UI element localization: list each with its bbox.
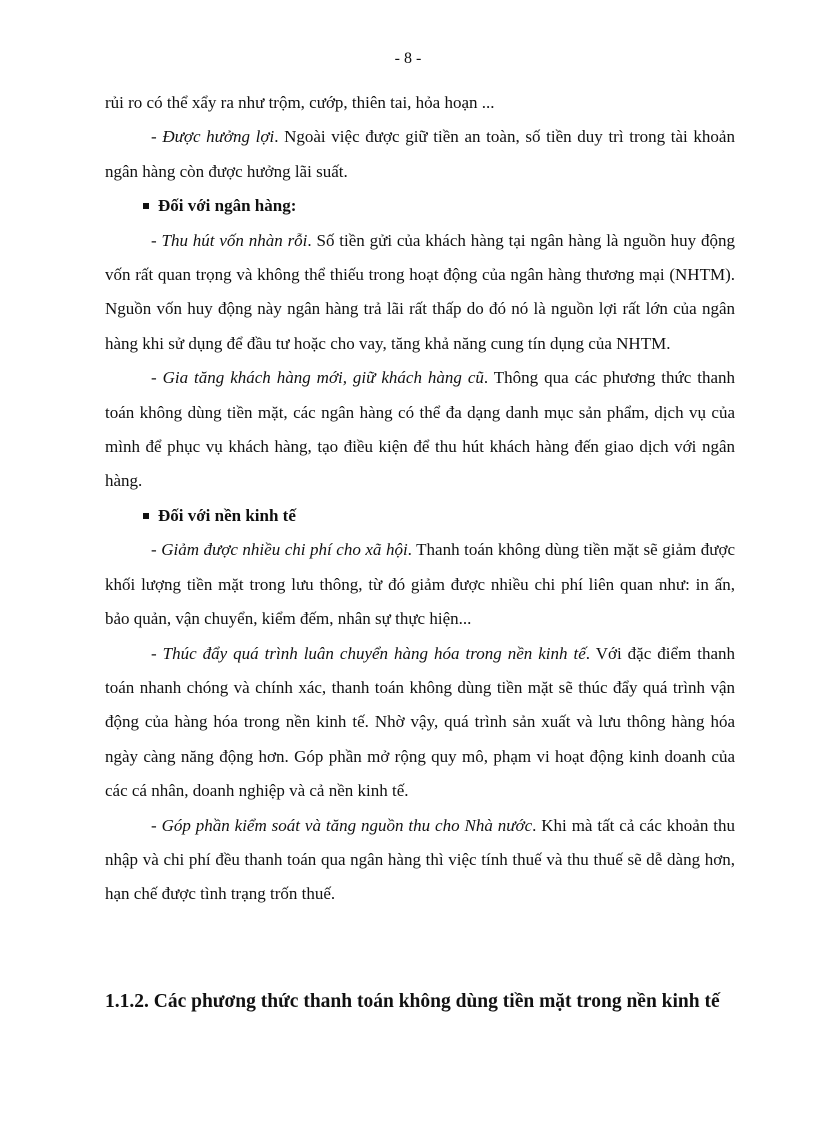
heading-for-banks xyxy=(105,189,735,223)
paragraph-body: . Thông qua các phương thức thanh toán không dùng tiền mặt, các ngân hàng có thể đa dạng danh mục sản phẩm, dịch vụ của mình để phục vụ khách hàng, tạo điều kiện để thu hút khách hàng đến giao dịch với ngân hàng. xyxy=(105,368,735,491)
paragraph-body: . Khi mà tất cả các khoản thu nhập và chi phí đều thanh toán qua ngân hàng thì việc tính thuế và thu thuế sẽ dễ dàng hơn, hạn chế được tình trạng trốn thuế. xyxy=(105,815,735,904)
paragraph-body: . Thanh toán không dùng tiền mặt sẽ giảm được khối lượng tiền mặt trong lưu thông, từ đó giảm được nhiều chi phí liên quan như: in ấn, bảo quản, vận chuyển, kiểm đếm, nhân sự thực hiện... xyxy=(105,540,735,629)
paragraph-state-revenue xyxy=(105,809,735,912)
square-bullet-icon xyxy=(143,203,149,209)
paragraph-lead: - Thu hút vốn nhàn rỗi xyxy=(151,230,308,250)
paragraph-risk: rủi ro có thể xẩy ra như trộm, cướp, thiên tai, hỏa hoạn ... xyxy=(105,93,495,112)
paragraph-lead: - Gia tăng khách hàng mới, giữ khách hàng cũ xyxy=(151,368,484,388)
paragraph-lead: - Giảm được nhiều chi phí cho xã hội xyxy=(151,540,408,560)
paragraph-customers xyxy=(105,361,735,499)
paragraph-idle-capital xyxy=(105,224,735,362)
paragraph-lead: - Được hưởng lợi xyxy=(151,127,275,147)
page-number: - 8 - xyxy=(394,50,422,67)
paragraph-body: . Với đặc điểm thanh toán nhanh chóng và chính xác, thanh toán không dùng tiền mặt sẽ thúc đẩy quá trình vận động của hàng hóa trong nền kinh tế. Nhờ vậy, quá trình sản xuất và lưu thông hàng hóa ngày càng năng động hơn. Góp phần mở rộng quy mô, phạm vi hoạt động kinh doanh của các cá nhân, doanh nghiệp và cả nền kinh tế. xyxy=(105,643,735,801)
paragraph-body: . Số tiền gửi của khách hàng tại ngân hàng là nguồn huy động vốn rất quan trọng và không thể thiếu trong hoạt động của ngân hàng thương mại (NHTM). Nguồn vốn huy động này ngân hàng trả lãi rất thấp do đó nó là nguồn lợi rất lớn của ngân hàng khi sử dụng để đầu tư hoặc cho vay, tăng khả năng cung tín dụng của NHTM. xyxy=(105,230,735,353)
paragraph-reduce-costs xyxy=(105,533,735,636)
heading-text: Đối với nền kinh tế xyxy=(158,505,296,525)
square-bullet-icon xyxy=(143,513,149,519)
section-heading: 1.1.2. Các phương thức thanh toán không dùng tiền mặt trong nền kinh tế xyxy=(105,991,720,1012)
paragraph-body: . Ngoài việc được giữ tiền an toàn, số tiền duy trì trong tài khoản ngân hàng còn được hưởng lãi suất. xyxy=(105,127,735,181)
document-body xyxy=(105,86,735,912)
paragraph-lead: - Góp phần kiểm soát và tăng nguồn thu cho Nhà nước xyxy=(151,815,533,835)
paragraph-goods-circulation xyxy=(105,637,735,809)
heading-text: Đối với ngân hàng: xyxy=(158,196,297,216)
paragraph-lead: - Thúc đẩy quá trình luân chuyển hàng hóa trong nền kinh tế xyxy=(151,643,586,663)
paragraph-benefit-interest xyxy=(105,120,735,189)
heading-for-economy xyxy=(105,499,735,533)
